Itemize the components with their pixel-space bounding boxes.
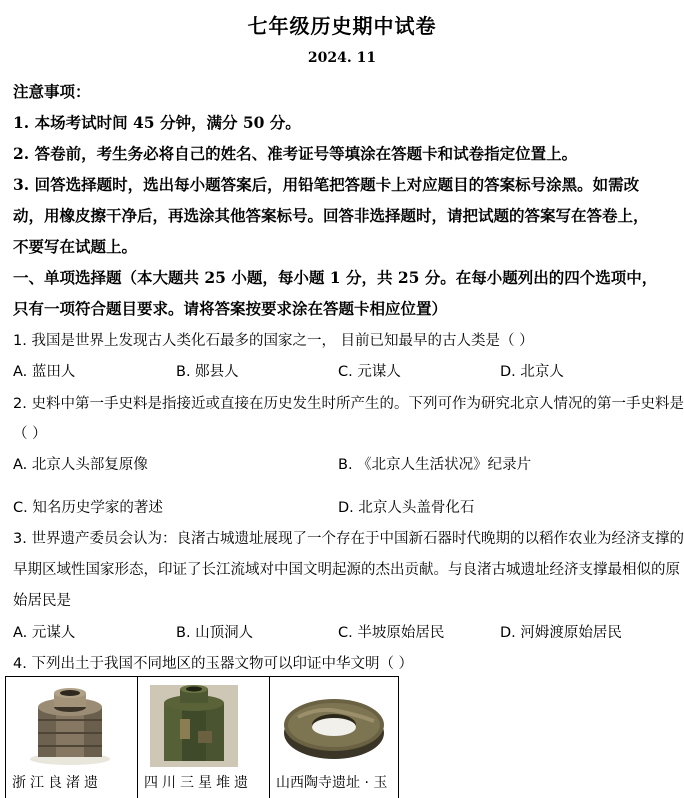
section-heading: 一、单项选择题（本大题共 25 小题，每小题 1 分，共 25 分。在每小题列出的四个选项中， [13,268,658,287]
notice-item-1: 1. 本场考试时间 45 分钟，满分 50 分。 [13,113,301,132]
question-1-option-b: B. 郧县人 [176,364,239,380]
notice-item-3: 3. 回答选择题时，选出每小题答案后，用铅笔把答题卡上对应题目的答案标号涂黑。如需改 [13,175,640,194]
question-2-option-b: B. 《北京人生活状况》纪录片 [338,457,532,473]
jade-artifact-table [5,676,399,798]
question-1-option-d: D. 北京人 [500,364,564,380]
question-3-stem-cont: 早期区域性国家形态，印证了长江流域对中国文明起源的杰出贡献。与良渚古城遗址经济支撑最相似的原 [13,562,680,578]
artifact-cell-taosi [270,677,398,798]
artifact-caption-1: 浙江良渚遗 [12,775,102,791]
question-3-option-c: C. 半坡原始居民 [338,625,445,641]
artifact-caption-3: 山西陶寺遗址 · 玉 [276,775,388,791]
notice-item-3-cont: 动，用橡皮擦干净后，再选涂其他答案标号。回答非选择题时，请把试题的答案写在答卷上， [13,206,649,225]
page-title: 七年级历史期中试卷 [247,14,437,38]
question-3-stem-end: 始居民是 [13,593,71,609]
artifact-cell-sanxingdui [138,677,270,798]
jade-cong-sanxingdui-image [150,685,238,767]
artifact-cell-liangzhu [6,677,138,798]
question-2-option-d: D. 北京人头盖骨化石 [338,500,475,516]
question-3-stem: 3. 世界遗产委员会认为：良渚古城遗址展现了一个存在于中国新石器时代晚期的以稻作农业为经济支撑的 [13,531,684,547]
exam-date: 2024. 11 [307,50,377,66]
notice-item-2: 2. 答卷前，考生务必将自己的姓名、准考证号等填涂在答题卡和试卷指定位置上。 [13,144,578,163]
question-2-option-a: A. 北京人头部复原像 [13,457,148,473]
question-3-option-b: B. 山顶洞人 [176,625,254,641]
notice-item-3-end: 不要写在试题上。 [13,237,138,256]
jade-cong-liangzhu-image [16,685,124,767]
question-2-stem: 2. 史料中第一手史料是指接近或直接在历史发生时所产生的。下列可作为研究北京人情况的第一手史料是 [13,396,684,412]
question-1-option-c: C. 元谋人 [338,364,401,380]
artifact-caption-2: 四川三星堆遗 [144,775,252,791]
question-3-option-a: A. 元谋人 [13,625,76,641]
notice-heading: 注意事项： [13,82,91,101]
question-3-option-d: D. 河姆渡原始居民 [500,625,622,641]
question-1-stem: 1. 我国是世界上发现古人类化石最多的国家之一， 目前已知最早的古人类是（ ） [13,333,534,349]
question-4-stem: 4. 下列出土于我国不同地区的玉器文物可以印证中华文明（ ） [13,656,414,672]
section-heading-cont: 只有一项符合题目要求。请将答案按要求涂在答题卡相应位置） [13,299,448,318]
question-1-option-a: A. 蓝田人 [13,364,76,380]
jade-bi-taosi-image [278,687,390,765]
question-2-stem-cont: （ ） [13,426,47,442]
question-2-option-c: C. 知名历史学家的著述 [13,500,163,516]
